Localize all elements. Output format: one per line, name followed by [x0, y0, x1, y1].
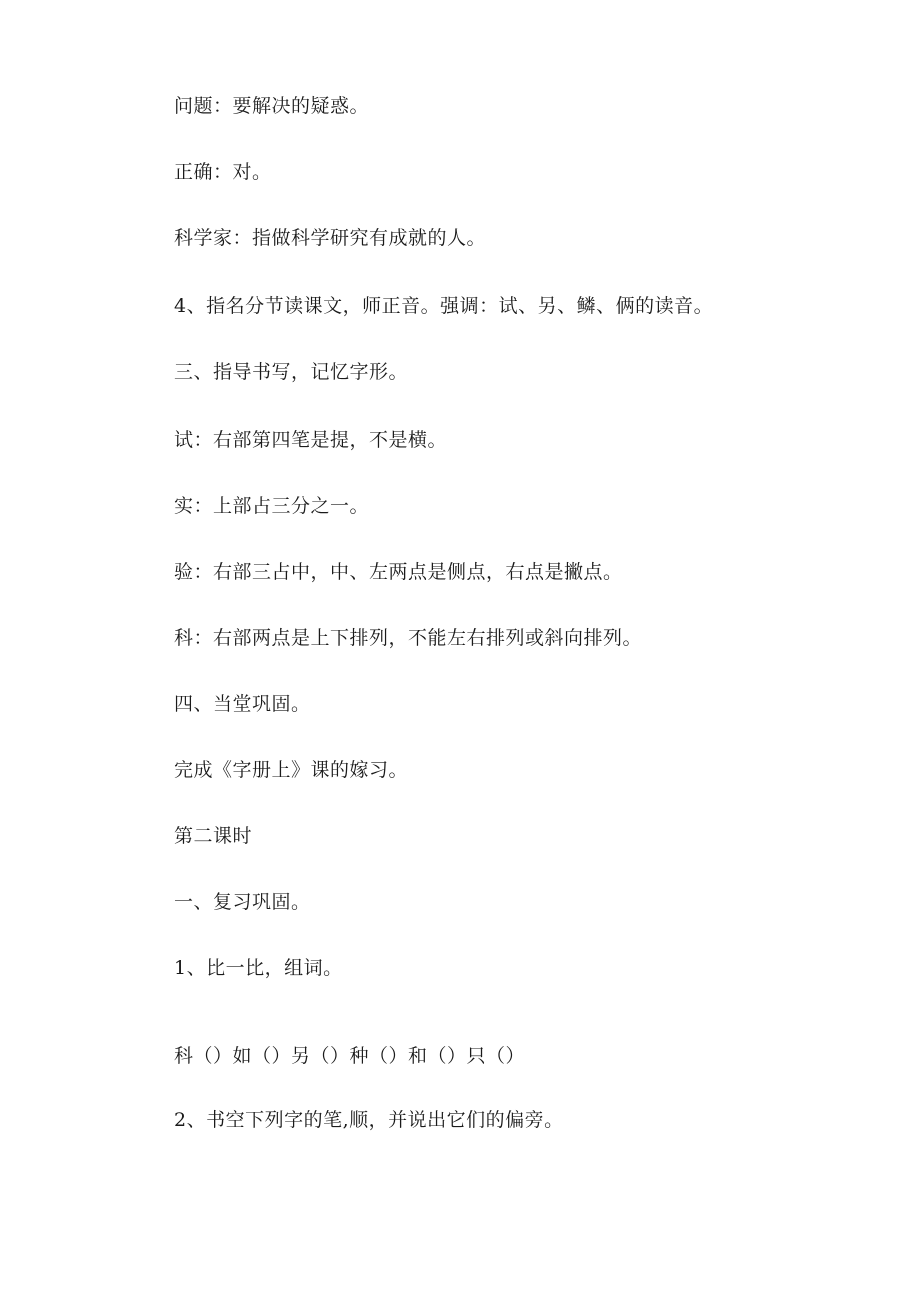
text-line-problem-definition: 问题：要解决的疑惑。 [174, 95, 370, 117]
text-line-yan-note: 验：右部三占中，中、左两点是侧点，右点是撇点。 [174, 561, 623, 583]
text-line-shi2-note: 实：上部占三分之一。 [174, 495, 370, 517]
text-line-ke-note: 科：右部两点是上下排列，不能左右排列或斜向排列。 [174, 627, 643, 649]
text-line-reading-step: 4、指名分节读课文，师正音。强调：试、另、鳞、俩的读音。 [174, 295, 714, 317]
text-line-workbook: 完成《字册上》课的嫁习。 [174, 759, 409, 781]
text-line-compare-words: 1、比一比，组词。 [174, 957, 343, 979]
section-heading-review: 一、复习巩固。 [174, 891, 311, 913]
text-line-stroke-order: 2、书空下列字的笔,顺，并说出它们的偏旁。 [174, 1109, 564, 1131]
text-line-shi-note: 试：右部第四笔是提，不是横。 [174, 429, 448, 451]
text-line-scientist-definition: 科学家：指做科学研究有成就的人。 [174, 227, 487, 249]
section-heading-consolidation: 四、当堂巩固。 [174, 693, 311, 715]
text-line-correct-definition: 正确：对。 [174, 161, 272, 183]
lesson-heading-second-period: 第二课时 [174, 825, 253, 847]
section-heading-writing: 三、指导书写，记忆字形。 [174, 361, 409, 383]
text-line-word-blanks: 科（）如（）另（）种（）和（）只（） [174, 1045, 526, 1067]
